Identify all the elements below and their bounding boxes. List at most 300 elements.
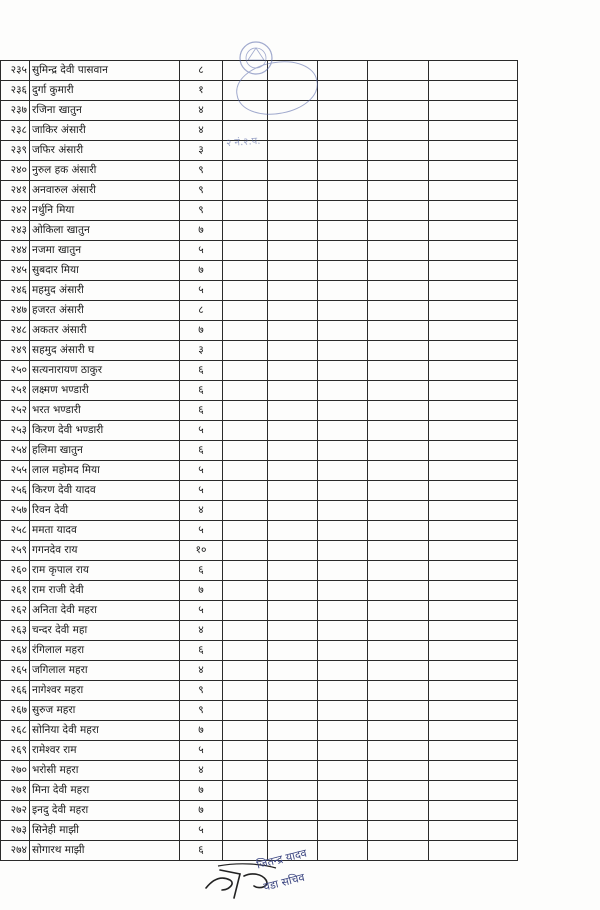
- row-empty-cell: [429, 201, 518, 221]
- row-serial-number: २३९: [1, 141, 30, 161]
- row-empty-cell: [318, 581, 368, 601]
- row-serial-number: २६६: [1, 681, 30, 701]
- row-empty-cell: [318, 501, 368, 521]
- row-empty-cell: [268, 261, 318, 281]
- row-member-count: ५: [180, 521, 223, 541]
- row-member-count: ५: [180, 281, 223, 301]
- row-name: किरण देवी भण्डारी: [30, 421, 180, 441]
- row-empty-cell: [223, 821, 268, 841]
- row-name: लक्ष्मण भण्डारी: [30, 381, 180, 401]
- row-serial-number: २७४: [1, 841, 30, 861]
- row-empty-cell: [268, 621, 318, 641]
- row-member-count: ९: [180, 201, 223, 221]
- row-empty-cell: [268, 501, 318, 521]
- row-empty-cell: [368, 781, 429, 801]
- row-empty-cell: [429, 561, 518, 581]
- row-empty-cell: [318, 561, 368, 581]
- row-member-count: ६: [180, 381, 223, 401]
- table-row: [1, 821, 518, 841]
- row-empty-cell: [429, 421, 518, 441]
- row-name: मिना देवी महरा: [30, 781, 180, 801]
- row-empty-cell: [223, 581, 268, 601]
- row-serial-number: २५९: [1, 541, 30, 561]
- row-empty-cell: [368, 521, 429, 541]
- row-serial-number: २७२: [1, 801, 30, 821]
- row-empty-cell: [368, 321, 429, 341]
- row-empty-cell: [318, 241, 368, 261]
- row-empty-cell: [429, 261, 518, 281]
- row-empty-cell: [429, 481, 518, 501]
- row-name: सहमुद अंसारी घ: [30, 341, 180, 361]
- row-member-count: ६: [180, 641, 223, 661]
- row-name: राम कृपाल राय: [30, 561, 180, 581]
- row-name: रिवन देवी: [30, 501, 180, 521]
- row-serial-number: २५३: [1, 421, 30, 441]
- row-empty-cell: [223, 641, 268, 661]
- row-member-count: ८: [180, 61, 223, 81]
- table-row: [1, 761, 518, 781]
- row-member-count: ६: [180, 441, 223, 461]
- row-empty-cell: [318, 641, 368, 661]
- row-serial-number: २५०: [1, 361, 30, 381]
- row-name: नजमा खातुन: [30, 241, 180, 261]
- table-row: [1, 341, 518, 361]
- row-empty-cell: [429, 361, 518, 381]
- row-name: अनवारुल अंसारी: [30, 181, 180, 201]
- table-row: [1, 221, 518, 241]
- row-empty-cell: [368, 101, 429, 121]
- row-empty-cell: [318, 341, 368, 361]
- row-empty-cell: [223, 421, 268, 441]
- row-empty-cell: [223, 101, 268, 121]
- table-row: [1, 361, 518, 381]
- table-row: [1, 641, 518, 661]
- row-empty-cell: [318, 161, 368, 181]
- row-name: रजिना खातुन: [30, 101, 180, 121]
- row-empty-cell: [318, 701, 368, 721]
- row-empty-cell: [368, 181, 429, 201]
- row-name: लाल महोमद मिया: [30, 461, 180, 481]
- row-serial-number: २६५: [1, 661, 30, 681]
- row-member-count: ७: [180, 261, 223, 281]
- table-row: [1, 161, 518, 181]
- row-empty-cell: [429, 741, 518, 761]
- row-member-count: ६: [180, 841, 223, 861]
- row-empty-cell: [429, 521, 518, 541]
- table-row: [1, 261, 518, 281]
- row-member-count: ७: [180, 221, 223, 241]
- row-name: सोगारथ माझी: [30, 841, 180, 861]
- row-empty-cell: [223, 301, 268, 321]
- row-empty-cell: [268, 821, 318, 841]
- row-empty-cell: [368, 121, 429, 141]
- row-empty-cell: [429, 661, 518, 681]
- row-empty-cell: [268, 721, 318, 741]
- row-empty-cell: [368, 801, 429, 821]
- row-empty-cell: [223, 241, 268, 261]
- row-empty-cell: [268, 381, 318, 401]
- beneficiary-table: [0, 60, 518, 861]
- row-empty-cell: [368, 741, 429, 761]
- row-serial-number: २६२: [1, 601, 30, 621]
- row-empty-cell: [429, 841, 518, 861]
- row-empty-cell: [368, 541, 429, 561]
- row-member-count: ४: [180, 621, 223, 641]
- row-empty-cell: [223, 681, 268, 701]
- row-empty-cell: [429, 381, 518, 401]
- row-name: नर्थुनि मिया: [30, 201, 180, 221]
- row-empty-cell: [429, 121, 518, 141]
- row-serial-number: २७१: [1, 781, 30, 801]
- row-name: रंगिलाल महरा: [30, 641, 180, 661]
- row-empty-cell: [223, 761, 268, 781]
- row-empty-cell: [268, 321, 318, 341]
- row-empty-cell: [368, 281, 429, 301]
- signature-name: जितन्द्र यादव: [255, 846, 309, 872]
- row-empty-cell: [318, 821, 368, 841]
- row-empty-cell: [268, 441, 318, 461]
- row-serial-number: २४३: [1, 221, 30, 241]
- row-empty-cell: [429, 641, 518, 661]
- row-member-count: १: [180, 81, 223, 101]
- row-empty-cell: [429, 81, 518, 101]
- row-empty-cell: [268, 701, 318, 721]
- row-serial-number: २४८: [1, 321, 30, 341]
- row-empty-cell: [268, 141, 318, 161]
- row-name: गगनदेव राय: [30, 541, 180, 561]
- row-empty-cell: [318, 801, 368, 821]
- row-empty-cell: [429, 341, 518, 361]
- row-empty-cell: [223, 701, 268, 721]
- row-serial-number: २४७: [1, 301, 30, 321]
- row-name: राम राजी देवी: [30, 581, 180, 601]
- row-empty-cell: [429, 141, 518, 161]
- row-serial-number: २३८: [1, 121, 30, 141]
- row-empty-cell: [268, 241, 318, 261]
- row-empty-cell: [268, 341, 318, 361]
- row-empty-cell: [318, 261, 368, 281]
- row-empty-cell: [223, 621, 268, 641]
- row-empty-cell: [318, 461, 368, 481]
- table-row: [1, 321, 518, 341]
- row-name: सिनेही माझी: [30, 821, 180, 841]
- row-empty-cell: [223, 181, 268, 201]
- row-empty-cell: [223, 381, 268, 401]
- table-row: [1, 721, 518, 741]
- row-empty-cell: [429, 401, 518, 421]
- signature-title: वडा सचिव: [262, 870, 306, 894]
- row-empty-cell: [223, 201, 268, 221]
- row-empty-cell: [223, 441, 268, 461]
- row-member-count: ५: [180, 741, 223, 761]
- row-empty-cell: [268, 521, 318, 541]
- row-empty-cell: [368, 341, 429, 361]
- row-empty-cell: [429, 301, 518, 321]
- row-empty-cell: [368, 581, 429, 601]
- row-name: नागेश्वर महरा: [30, 681, 180, 701]
- row-empty-cell: [268, 681, 318, 701]
- row-serial-number: २३७: [1, 101, 30, 121]
- table-row: [1, 661, 518, 681]
- row-member-count: ९: [180, 181, 223, 201]
- row-empty-cell: [368, 661, 429, 681]
- row-empty-cell: [223, 721, 268, 741]
- table-row: [1, 61, 518, 81]
- row-serial-number: २५१: [1, 381, 30, 401]
- row-empty-cell: [268, 221, 318, 241]
- table-row: [1, 701, 518, 721]
- row-empty-cell: [223, 121, 268, 141]
- row-name: नुरुल हक अंसारी: [30, 161, 180, 181]
- row-empty-cell: [223, 801, 268, 821]
- row-empty-cell: [368, 421, 429, 441]
- row-empty-cell: [318, 81, 368, 101]
- table-row: [1, 421, 518, 441]
- row-name: किरण देवी यादव: [30, 481, 180, 501]
- row-empty-cell: [368, 381, 429, 401]
- row-empty-cell: [429, 101, 518, 121]
- row-name: सुबदार मिया: [30, 261, 180, 281]
- row-empty-cell: [429, 461, 518, 481]
- table-row: [1, 621, 518, 641]
- row-serial-number: २४०: [1, 161, 30, 181]
- row-name: रामेश्वर राम: [30, 741, 180, 761]
- row-serial-number: २६३: [1, 621, 30, 641]
- row-member-count: ५: [180, 461, 223, 481]
- row-member-count: ५: [180, 241, 223, 261]
- row-name: जाकिर अंसारी: [30, 121, 180, 141]
- row-member-count: ४: [180, 501, 223, 521]
- row-empty-cell: [318, 101, 368, 121]
- row-empty-cell: [368, 561, 429, 581]
- row-empty-cell: [223, 501, 268, 521]
- row-serial-number: २४६: [1, 281, 30, 301]
- row-empty-cell: [318, 361, 368, 381]
- table-body: [1, 61, 518, 861]
- row-empty-cell: [318, 781, 368, 801]
- row-name: दुर्गा कुमारी: [30, 81, 180, 101]
- row-serial-number: २५५: [1, 461, 30, 481]
- row-empty-cell: [429, 221, 518, 241]
- row-empty-cell: [318, 61, 368, 81]
- row-empty-cell: [368, 141, 429, 161]
- row-member-count: ५: [180, 481, 223, 501]
- row-empty-cell: [368, 841, 429, 861]
- row-empty-cell: [318, 741, 368, 761]
- row-empty-cell: [429, 321, 518, 341]
- row-empty-cell: [268, 801, 318, 821]
- row-member-count: ७: [180, 721, 223, 741]
- row-empty-cell: [429, 501, 518, 521]
- row-member-count: ५: [180, 821, 223, 841]
- row-empty-cell: [268, 161, 318, 181]
- row-name: सुमिन्द्र देवी पासवान: [30, 61, 180, 81]
- row-member-count: ९: [180, 701, 223, 721]
- row-member-count: ४: [180, 121, 223, 141]
- row-name: भरोसी महरा: [30, 761, 180, 781]
- table-row: [1, 301, 518, 321]
- table-row: [1, 521, 518, 541]
- row-empty-cell: [223, 341, 268, 361]
- row-name: ओकिला खातुन: [30, 221, 180, 241]
- row-empty-cell: [318, 601, 368, 621]
- row-empty-cell: [268, 541, 318, 561]
- row-empty-cell: [368, 681, 429, 701]
- row-empty-cell: [223, 481, 268, 501]
- row-name: सुरुज महरा: [30, 701, 180, 721]
- table-row: [1, 461, 518, 481]
- row-member-count: ४: [180, 661, 223, 681]
- row-serial-number: २४२: [1, 201, 30, 221]
- row-empty-cell: [368, 721, 429, 741]
- row-name: महमुद अंसारी: [30, 281, 180, 301]
- row-name: अकतर अंसारी: [30, 321, 180, 341]
- row-empty-cell: [318, 281, 368, 301]
- row-empty-cell: [268, 781, 318, 801]
- row-empty-cell: [368, 641, 429, 661]
- table-row: [1, 781, 518, 801]
- row-empty-cell: [368, 501, 429, 521]
- row-empty-cell: [368, 441, 429, 461]
- row-empty-cell: [268, 181, 318, 201]
- row-empty-cell: [429, 621, 518, 641]
- row-empty-cell: [223, 281, 268, 301]
- row-member-count: ७: [180, 781, 223, 801]
- row-empty-cell: [223, 561, 268, 581]
- row-member-count: ५: [180, 421, 223, 441]
- row-empty-cell: [368, 601, 429, 621]
- row-member-count: ८: [180, 301, 223, 321]
- row-name: इनदु देवी महरा: [30, 801, 180, 821]
- table-row: [1, 581, 518, 601]
- row-serial-number: २५२: [1, 401, 30, 421]
- row-serial-number: २४९: [1, 341, 30, 361]
- table-row: [1, 241, 518, 261]
- row-empty-cell: [318, 721, 368, 741]
- row-empty-cell: [429, 241, 518, 261]
- row-empty-cell: [429, 801, 518, 821]
- row-empty-cell: [223, 161, 268, 181]
- row-empty-cell: [368, 301, 429, 321]
- row-empty-cell: [223, 141, 268, 161]
- row-empty-cell: [429, 61, 518, 81]
- row-empty-cell: [318, 121, 368, 141]
- row-empty-cell: [223, 361, 268, 381]
- row-empty-cell: [368, 481, 429, 501]
- row-empty-cell: [318, 681, 368, 701]
- row-empty-cell: [429, 821, 518, 841]
- row-member-count: ४: [180, 101, 223, 121]
- row-member-count: ३: [180, 341, 223, 361]
- table-row: [1, 201, 518, 221]
- row-name: हजरत अंसारी: [30, 301, 180, 321]
- row-empty-cell: [268, 601, 318, 621]
- row-empty-cell: [318, 301, 368, 321]
- row-empty-cell: [318, 381, 368, 401]
- row-empty-cell: [268, 641, 318, 661]
- table-row: [1, 281, 518, 301]
- row-empty-cell: [429, 541, 518, 561]
- row-empty-cell: [223, 541, 268, 561]
- row-serial-number: २६४: [1, 641, 30, 661]
- row-serial-number: २४४: [1, 241, 30, 261]
- row-empty-cell: [223, 61, 268, 81]
- row-empty-cell: [223, 401, 268, 421]
- row-member-count: ४: [180, 761, 223, 781]
- row-empty-cell: [368, 261, 429, 281]
- row-empty-cell: [223, 521, 268, 541]
- row-serial-number: २४५: [1, 261, 30, 281]
- row-empty-cell: [318, 421, 368, 441]
- row-empty-cell: [268, 561, 318, 581]
- row-empty-cell: [368, 241, 429, 261]
- table-row: [1, 541, 518, 561]
- row-name: सत्यनारायण ठाकुर: [30, 361, 180, 381]
- row-empty-cell: [268, 481, 318, 501]
- row-empty-cell: [268, 741, 318, 761]
- row-empty-cell: [318, 221, 368, 241]
- table-row: [1, 141, 518, 161]
- row-empty-cell: [223, 741, 268, 761]
- row-member-count: ७: [180, 581, 223, 601]
- row-member-count: १०: [180, 541, 223, 561]
- row-empty-cell: [368, 401, 429, 421]
- row-empty-cell: [268, 81, 318, 101]
- row-empty-cell: [429, 181, 518, 201]
- row-empty-cell: [223, 781, 268, 801]
- row-empty-cell: [318, 441, 368, 461]
- row-empty-cell: [368, 61, 429, 81]
- row-member-count: ७: [180, 801, 223, 821]
- row-name: हलिमा खातुन: [30, 441, 180, 461]
- row-empty-cell: [268, 281, 318, 301]
- row-serial-number: २३५: [1, 61, 30, 81]
- row-name: चन्दर देवी महा: [30, 621, 180, 641]
- row-name: जगिलाल महरा: [30, 661, 180, 681]
- row-empty-cell: [368, 821, 429, 841]
- row-empty-cell: [268, 101, 318, 121]
- row-member-count: ६: [180, 361, 223, 381]
- row-empty-cell: [368, 201, 429, 221]
- row-empty-cell: [318, 761, 368, 781]
- row-empty-cell: [268, 761, 318, 781]
- row-empty-cell: [429, 721, 518, 741]
- row-serial-number: २६७: [1, 701, 30, 721]
- row-serial-number: २४१: [1, 181, 30, 201]
- seal-serial-text: २ नं.२.प.: [225, 135, 261, 150]
- row-empty-cell: [368, 761, 429, 781]
- row-member-count: ७: [180, 321, 223, 341]
- table-row: [1, 681, 518, 701]
- row-empty-cell: [268, 401, 318, 421]
- table-row: [1, 561, 518, 581]
- row-serial-number: २७०: [1, 761, 30, 781]
- row-empty-cell: [268, 361, 318, 381]
- row-empty-cell: [223, 321, 268, 341]
- row-serial-number: २५६: [1, 481, 30, 501]
- row-empty-cell: [318, 481, 368, 501]
- row-empty-cell: [429, 781, 518, 801]
- row-empty-cell: [368, 161, 429, 181]
- row-empty-cell: [429, 681, 518, 701]
- table-row: [1, 101, 518, 121]
- row-serial-number: २५७: [1, 501, 30, 521]
- row-empty-cell: [429, 281, 518, 301]
- row-empty-cell: [318, 401, 368, 421]
- row-serial-number: २५८: [1, 521, 30, 541]
- table-row: [1, 801, 518, 821]
- row-name: अनिता देवी महरा: [30, 601, 180, 621]
